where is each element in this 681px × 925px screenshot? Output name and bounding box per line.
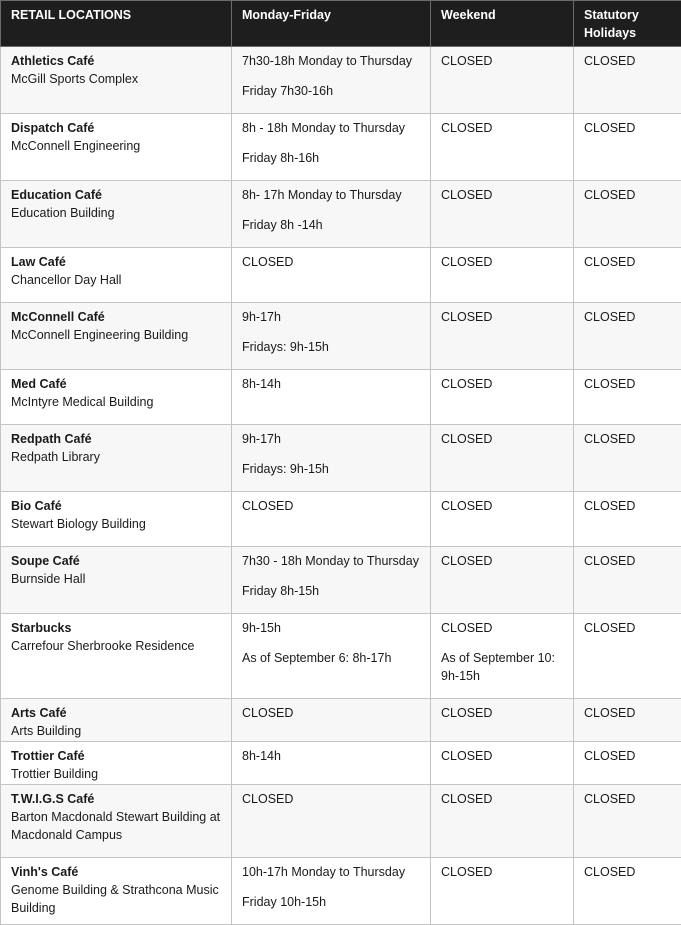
weekend-hours-cell [431, 47, 574, 114]
weekday-hours-line: 8h-14h [242, 375, 420, 393]
weekday-hours-line: CLOSED [242, 497, 420, 515]
weekday-hours-line: 7h30-18h Monday to Thursday [242, 52, 420, 70]
weekend-hours-cell [431, 181, 574, 248]
weekend-hours-line: CLOSED [441, 186, 563, 204]
location-cell [1, 370, 232, 425]
holiday-hours-cell [574, 742, 681, 785]
holiday-hours-line: CLOSED [584, 253, 671, 271]
holiday-hours-line: CLOSED [584, 747, 671, 765]
location-name: Law Café [11, 253, 221, 271]
holiday-hours-line: CLOSED [584, 308, 671, 326]
location-name: Trottier Café [11, 747, 221, 765]
table-row [1, 699, 681, 742]
weekday-hours-line: CLOSED [242, 704, 420, 722]
table-row [1, 370, 681, 425]
weekday-hours-cell [232, 492, 431, 547]
location-name: Dispatch Café [11, 119, 221, 137]
location-cell [1, 492, 232, 547]
holiday-hours-cell [574, 858, 681, 925]
weekend-hours-cell [431, 370, 574, 425]
location-building: Stewart Biology Building [11, 515, 221, 533]
location-building: McGill Sports Complex [11, 70, 221, 88]
weekend-hours-line: As of September 10: 9h-15h [441, 649, 563, 685]
weekend-hours-line: CLOSED [441, 863, 563, 881]
weekend-hours-line: CLOSED [441, 119, 563, 137]
holiday-hours-cell [574, 699, 681, 742]
weekday-hours-line: CLOSED [242, 790, 420, 808]
table-row [1, 303, 681, 370]
weekend-hours-line: CLOSED [441, 552, 563, 570]
location-name: Bio Café [11, 497, 221, 515]
weekday-hours-line: 9h-15h [242, 619, 420, 637]
weekend-hours-cell [431, 614, 574, 699]
location-building: McIntyre Medical Building [11, 393, 221, 411]
table-row [1, 614, 681, 699]
location-building: Chancellor Day Hall [11, 271, 221, 289]
holiday-hours-cell [574, 47, 681, 114]
holiday-hours-line: CLOSED [584, 52, 671, 70]
weekday-hours-cell [232, 248, 431, 303]
location-building: McConnell Engineering [11, 137, 221, 155]
holiday-hours-cell [574, 785, 681, 858]
table-row [1, 785, 681, 858]
location-name: Vinh's Café [11, 863, 221, 881]
location-name: Athletics Café [11, 52, 221, 70]
weekday-hours-cell [232, 303, 431, 370]
holiday-hours-line: CLOSED [584, 619, 671, 637]
holiday-hours-cell [574, 303, 681, 370]
weekday-hours-line: 7h30 - 18h Monday to Thursday [242, 552, 420, 570]
location-cell [1, 547, 232, 614]
location-building: Redpath Library [11, 448, 221, 466]
table-row [1, 47, 681, 114]
weekday-hours-line: Friday 8h-15h [242, 582, 420, 600]
location-building: Burnside Hall [11, 570, 221, 588]
holiday-hours-cell [574, 181, 681, 248]
weekday-hours-line: 10h-17h Monday to Thursday [242, 863, 420, 881]
weekday-hours-cell [232, 614, 431, 699]
location-name: Soupe Café [11, 552, 221, 570]
header-row [1, 1, 681, 47]
weekday-hours-cell [232, 181, 431, 248]
weekday-hours-line: 8h-14h [242, 747, 420, 765]
weekday-hours-cell [232, 425, 431, 492]
weekend-hours-line: CLOSED [441, 704, 563, 722]
holiday-hours-cell [574, 114, 681, 181]
weekday-hours-cell [232, 699, 431, 742]
location-cell [1, 114, 232, 181]
holiday-hours-line: CLOSED [584, 430, 671, 448]
weekend-hours-line: CLOSED [441, 308, 563, 326]
location-building: Genome Building & Strathcona Music Building [11, 881, 221, 917]
weekend-hours-line: CLOSED [441, 375, 563, 393]
weekday-hours-line: As of September 6: 8h-17h [242, 649, 420, 667]
weekday-hours-line: Fridays: 9h-15h [242, 460, 420, 478]
weekday-hours-cell [232, 47, 431, 114]
holiday-hours-cell [574, 248, 681, 303]
location-cell [1, 248, 232, 303]
holiday-hours-line: CLOSED [584, 497, 671, 515]
weekend-hours-line: CLOSED [441, 747, 563, 765]
weekend-hours-cell [431, 492, 574, 547]
location-name: Starbucks [11, 619, 221, 637]
weekday-hours-line: Friday 10h-15h [242, 893, 420, 911]
weekend-hours-line: CLOSED [441, 52, 563, 70]
weekend-hours-cell [431, 114, 574, 181]
holiday-hours-cell [574, 492, 681, 547]
weekend-hours-line: CLOSED [441, 790, 563, 808]
holiday-hours-cell [574, 614, 681, 699]
table-row [1, 492, 681, 547]
weekday-hours-line: 8h - 18h Monday to Thursday [242, 119, 420, 137]
location-name: T.W.I.G.S Café [11, 790, 221, 808]
holiday-hours-line: CLOSED [584, 790, 671, 808]
weekday-hours-line: Friday 8h -14h [242, 216, 420, 234]
weekday-hours-line: 9h-17h [242, 430, 420, 448]
table-row [1, 742, 681, 785]
holiday-hours-cell [574, 370, 681, 425]
location-cell [1, 742, 232, 785]
weekday-hours-line: Friday 8h-16h [242, 149, 420, 167]
weekday-hours-cell [232, 785, 431, 858]
holiday-hours-line: CLOSED [584, 552, 671, 570]
location-cell [1, 425, 232, 492]
weekday-hours-line: 8h- 17h Monday to Thursday [242, 186, 420, 204]
location-building: Barton Macdonald Stewart Building at Macdonald Campus [11, 808, 221, 844]
weekend-hours-line: CLOSED [441, 430, 563, 448]
location-name: Arts Café [11, 704, 221, 722]
weekday-hours-line: Friday 7h30-16h [242, 82, 420, 100]
location-building: Education Building [11, 204, 221, 222]
holiday-hours-cell [574, 425, 681, 492]
header-weekend: Weekend [431, 1, 574, 47]
table-row [1, 547, 681, 614]
weekday-hours-line: 9h-17h [242, 308, 420, 326]
header-monday-friday: Monday-Friday [232, 1, 431, 47]
weekday-hours-line: CLOSED [242, 253, 420, 271]
location-building: Carrefour Sherbrooke Residence [11, 637, 221, 655]
weekday-hours-cell [232, 114, 431, 181]
weekend-hours-cell [431, 547, 574, 614]
holiday-hours-line: CLOSED [584, 863, 671, 881]
weekday-hours-cell [232, 547, 431, 614]
location-cell [1, 614, 232, 699]
location-name: Redpath Café [11, 430, 221, 448]
weekday-hours-line: Fridays: 9h-15h [242, 338, 420, 356]
location-cell [1, 181, 232, 248]
location-building: Trottier Building [11, 765, 221, 783]
weekend-hours-cell [431, 425, 574, 492]
holiday-hours-line: CLOSED [584, 119, 671, 137]
location-name: Education Café [11, 186, 221, 204]
weekday-hours-cell [232, 742, 431, 785]
holiday-hours-line: CLOSED [584, 375, 671, 393]
weekend-hours-cell [431, 785, 574, 858]
weekend-hours-cell [431, 248, 574, 303]
location-cell [1, 785, 232, 858]
weekend-hours-cell [431, 303, 574, 370]
weekend-hours-cell [431, 699, 574, 742]
table-row [1, 248, 681, 303]
weekend-hours-line: CLOSED [441, 253, 563, 271]
location-cell [1, 858, 232, 925]
weekend-hours-line: CLOSED [441, 497, 563, 515]
location-cell [1, 699, 232, 742]
weekday-hours-cell [232, 858, 431, 925]
table-row [1, 858, 681, 925]
header-statutory-holidays: Statutory Holidays [574, 1, 681, 47]
location-name: McConnell Café [11, 308, 221, 326]
location-name: Med Café [11, 375, 221, 393]
weekday-hours-cell [232, 370, 431, 425]
holiday-hours-line: CLOSED [584, 704, 671, 722]
location-building: Arts Building [11, 722, 221, 740]
table-row [1, 425, 681, 492]
location-cell [1, 303, 232, 370]
table-row [1, 114, 681, 181]
weekend-hours-line: CLOSED [441, 619, 563, 637]
weekend-hours-cell [431, 742, 574, 785]
location-cell [1, 47, 232, 114]
header-retail-locations: RETAIL LOCATIONS [1, 1, 232, 47]
table-row [1, 181, 681, 248]
location-building: McConnell Engineering Building [11, 326, 221, 344]
holiday-hours-cell [574, 547, 681, 614]
holiday-hours-line: CLOSED [584, 186, 671, 204]
weekend-hours-cell [431, 858, 574, 925]
